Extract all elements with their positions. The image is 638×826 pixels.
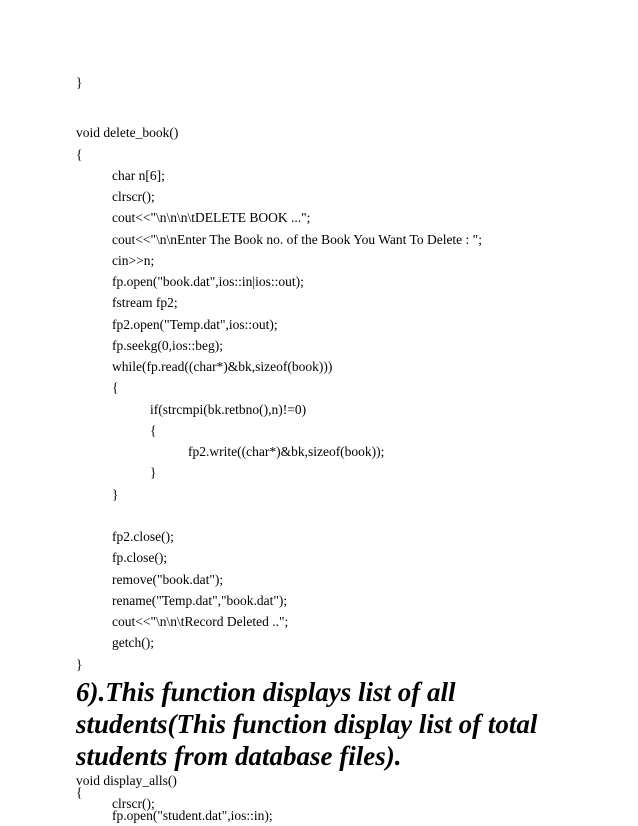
- code-line: fp2.open("Temp.dat",ios::out);: [112, 317, 278, 332]
- code-line: if(strcmpi(bk.retbno(),n)!=0): [150, 402, 307, 417]
- section-heading-line: students(This function display list of total: [76, 709, 538, 739]
- code-line: fp2.write((char*)&bk,sizeof(book));: [188, 444, 385, 459]
- code-line: remove("book.dat");: [112, 572, 224, 587]
- code-line: while(fp.read((char*)&bk,sizeof(book))): [112, 359, 333, 374]
- code-line: char n[6];: [112, 168, 165, 183]
- code-line: clrscr();: [112, 189, 155, 204]
- code-line: fp.open("book.dat",ios::in|ios::out);: [112, 274, 304, 289]
- code-line: fstream fp2;: [112, 295, 178, 310]
- code-line: void display_alls(): [76, 773, 177, 788]
- section-heading-line: students from database files).: [76, 741, 402, 771]
- code-line: cin>>n;: [112, 253, 155, 268]
- code-line: getch();: [112, 635, 154, 650]
- code-line: }: [150, 465, 157, 480]
- code-line: {: [76, 147, 83, 162]
- code-line: fp.seekg(0,ios::beg);: [112, 338, 223, 353]
- code-line: fp.open("student.dat",ios::in);: [112, 808, 273, 823]
- code-line: cout<<"\n\n\n\tDELETE BOOK ...";: [112, 210, 311, 225]
- code-line: cout<<"\n\nEnter The Book no. of the Book You Want To Delete : ";: [112, 232, 482, 247]
- code-line: rename("Temp.dat","book.dat");: [112, 593, 288, 608]
- code-line: fp.close();: [112, 550, 168, 565]
- code-line: {: [150, 423, 157, 438]
- code-line: clrscr();: [112, 796, 155, 812]
- code-line: {: [76, 784, 83, 800]
- code-line: fp2.close();: [112, 529, 174, 544]
- code-line: {: [112, 380, 119, 395]
- section-heading-line: 6).This function displays list of all: [76, 677, 456, 707]
- code-line: }: [76, 657, 83, 672]
- code-line: }: [112, 487, 119, 502]
- code-line: }: [76, 75, 83, 90]
- code-line: void delete_book(): [76, 125, 179, 140]
- code-line: cout<<"\n\n\tRecord Deleted ..";: [112, 614, 289, 629]
